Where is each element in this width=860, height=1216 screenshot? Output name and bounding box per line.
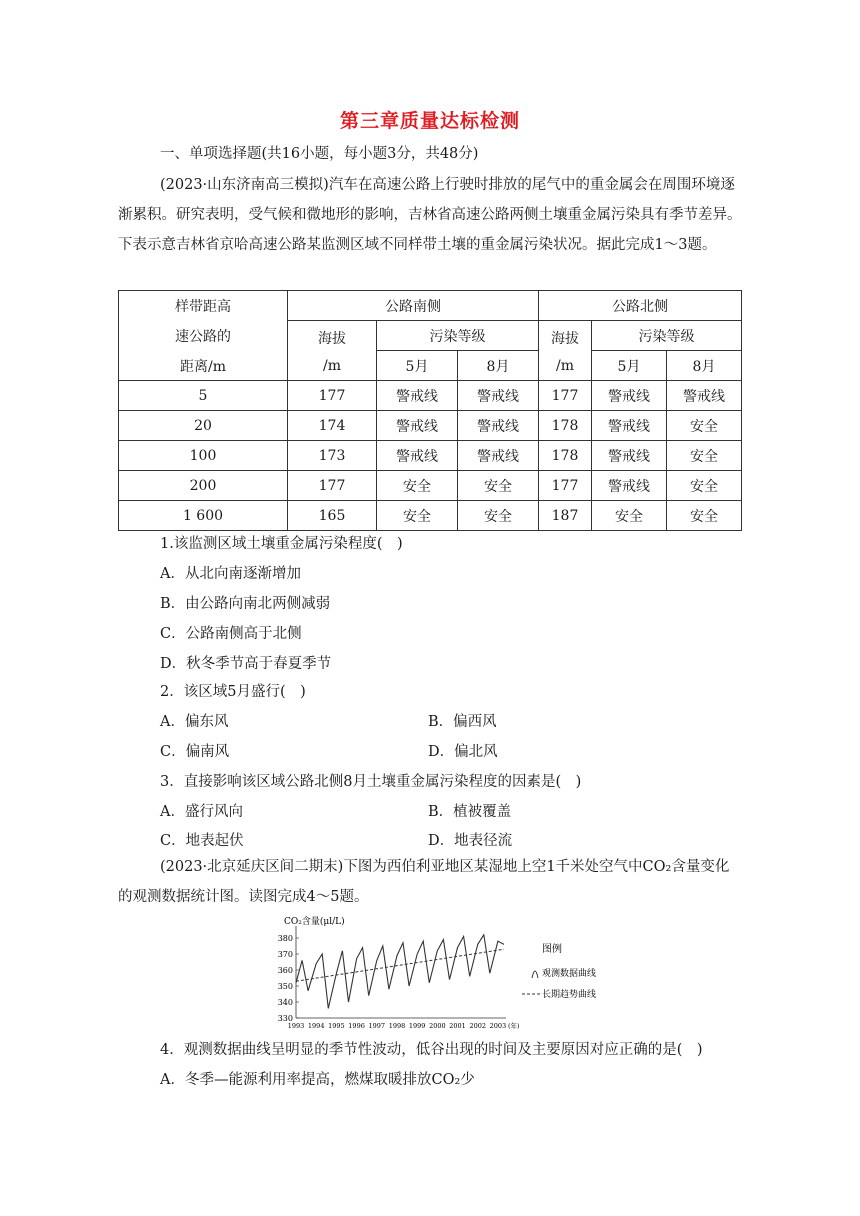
- table-cell: 177: [539, 471, 592, 501]
- page-title: 第三章质量达标检测: [339, 110, 520, 132]
- x-tick-label: 2003: [489, 1022, 507, 1030]
- x-tick-label: 1993: [287, 1022, 305, 1030]
- header-text: 海拔: [551, 330, 579, 347]
- legend-title: 图例: [542, 944, 562, 955]
- question-2-stem: 2．该区域5月盛行( ): [160, 684, 306, 700]
- table-header-level-south: 污染等级: [377, 321, 539, 351]
- y-tick-label: 380: [277, 934, 293, 943]
- table-cell: 警戒线: [458, 411, 539, 441]
- x-tick-label: 1994: [307, 1022, 325, 1030]
- question-2-option-c: C．偏南风: [160, 744, 230, 760]
- table-cell: 警戒线: [592, 471, 667, 501]
- table-cell: 200: [119, 471, 288, 501]
- table-cell: 177: [288, 471, 377, 501]
- question-3-option-c: C．地表起伏: [160, 833, 244, 849]
- table-cell: 5: [119, 381, 288, 411]
- header-text: 海拔: [318, 330, 346, 347]
- table-cell: 安全: [592, 501, 667, 531]
- table-header-south: 公路南侧: [288, 291, 539, 321]
- table-cell: 178: [539, 441, 592, 471]
- table-cell: 173: [288, 441, 377, 471]
- table-cell: 警戒线: [377, 381, 458, 411]
- table-header-may: 5月: [377, 351, 458, 381]
- table-cell: 警戒线: [592, 381, 667, 411]
- question-3-option-a: A．盛行风向: [160, 804, 243, 820]
- table-cell: 177: [539, 381, 592, 411]
- y-tick-label: 370: [277, 950, 293, 959]
- chart-xlabel: (年): [508, 1022, 520, 1030]
- chart-ylabel: CO₂含量(μl/L): [284, 917, 345, 927]
- legend-label-trend: 长期趋势曲线: [542, 990, 597, 1000]
- table-header-altitude-south: [288, 321, 377, 381]
- table-cell: 1 600: [119, 501, 288, 531]
- question-2-option-d: D．偏北风: [428, 744, 498, 760]
- table-header-aug: 8月: [667, 351, 742, 381]
- header-text: /m: [323, 357, 341, 374]
- table-cell: 177: [288, 381, 377, 411]
- question-3-option-b: B．植被覆盖: [428, 804, 512, 820]
- question-2-option-a: A．偏东风: [160, 714, 229, 730]
- table-cell: 警戒线: [458, 441, 539, 471]
- table-cell: 178: [539, 411, 592, 441]
- y-tick-label: 340: [277, 998, 293, 1007]
- table-cell: 187: [539, 501, 592, 531]
- table-cell: 100: [119, 441, 288, 471]
- table-cell: 警戒线: [377, 411, 458, 441]
- x-tick-label: 2002: [469, 1022, 487, 1030]
- table-cell: 安全: [667, 441, 742, 471]
- table-row: [119, 471, 742, 501]
- intro-paragraph-2: (2023·北京延庆区间二期末)下图为西伯利亚地区某湿地上空1千米处空气中CO₂含量变化的观测数据统计图。读图完成4～5题。: [118, 859, 730, 905]
- table-cell: 安全: [667, 471, 742, 501]
- table-header-altitude-north: [539, 321, 592, 381]
- x-tick-label: 1998: [388, 1022, 406, 1030]
- table-header-level-north: 污染等级: [592, 321, 742, 351]
- co2-chart: [268, 910, 628, 1030]
- table-cell: 安全: [667, 501, 742, 531]
- legend-solid-swatch: [532, 971, 538, 978]
- question-1-option-c: C．公路南侧高于北侧: [160, 626, 302, 642]
- y-tick-label: 330: [277, 1014, 293, 1023]
- table-cell: 安全: [667, 411, 742, 441]
- table-row: [119, 441, 742, 471]
- observed-data-line: [296, 935, 504, 1009]
- legend-label-observed: 观测数据曲线: [542, 969, 597, 979]
- table-row: [119, 501, 742, 531]
- question-3-option-d: D．地表径流: [428, 833, 513, 849]
- question-4-option-a: A．冬季—能源利用率提高，燃煤取暖排放CO₂少: [160, 1072, 475, 1088]
- x-tick-label: 2000: [429, 1022, 446, 1030]
- table-cell: 警戒线: [667, 381, 742, 411]
- x-tick-label: 1999: [408, 1022, 426, 1030]
- intro-paragraph-1: (2023·山东济南高三模拟)汽车在高速公路上行驶时排放的尾气中的重金属会在周围环境逐渐累积。研究表明，受气候和微地形的影响，吉林省高速公路两侧土壤重金属污染具有季节差异。下表示意吉林省京哈高速公路某监测区域不同样带土壤的重金属污染状况。据此完成1～3题。: [118, 177, 742, 253]
- y-tick-label: 350: [277, 982, 293, 991]
- pollution-table: [118, 290, 742, 531]
- header-text: 速公路的: [175, 328, 231, 345]
- table-header-north: 公路北侧: [539, 291, 742, 321]
- x-tick-label: 1996: [348, 1022, 365, 1030]
- table-row: [119, 411, 742, 441]
- table-cell: 警戒线: [377, 441, 458, 471]
- table-cell: 安全: [377, 501, 458, 531]
- question-1-stem: 1.该监测区域土壤重金属污染程度( ): [160, 536, 403, 552]
- question-1-option-b: B．由公路向南北两侧减弱: [160, 596, 331, 612]
- section-heading: 一、单项选择题(共16小题，每小题3分，共48分): [160, 146, 479, 162]
- header-text: 样带距高: [175, 298, 231, 315]
- table-cell: 安全: [377, 471, 458, 501]
- question-2-option-b: B．偏西风: [428, 714, 497, 730]
- question-3-stem: 3．直接影响该区域公路北侧8月土壤重金属污染程度的因素是( ): [160, 774, 582, 790]
- x-tick-label: 2001: [449, 1022, 466, 1030]
- table-header-may: 5月: [592, 351, 667, 381]
- table-cell: 警戒线: [592, 441, 667, 471]
- question-1-option-d: D．秋冬季节高于春夏季节: [160, 656, 332, 672]
- table-cell: 安全: [458, 471, 539, 501]
- table-cell: 警戒线: [458, 381, 539, 411]
- table-cell: 174: [288, 411, 377, 441]
- x-tick-label: 1997: [368, 1022, 386, 1030]
- x-tick-label: 1995: [328, 1022, 345, 1030]
- table-cell: 安全: [458, 501, 539, 531]
- table-row: [119, 381, 742, 411]
- table-cell: 165: [288, 501, 377, 531]
- question-4-stem: 4．观测数据曲线呈明显的季节性波动，低谷出现的时间及主要原因对应正确的是( ): [160, 1042, 703, 1058]
- table-cell: 20: [119, 411, 288, 441]
- y-tick-label: 360: [277, 966, 293, 975]
- header-text: 距离/m: [180, 358, 226, 375]
- table-header-aug: 8月: [458, 351, 539, 381]
- table-cell: 警戒线: [592, 411, 667, 441]
- table-header-distance: [119, 291, 288, 381]
- header-text: /m: [556, 357, 574, 374]
- question-1-option-a: A．从北向南逐渐增加: [160, 566, 301, 582]
